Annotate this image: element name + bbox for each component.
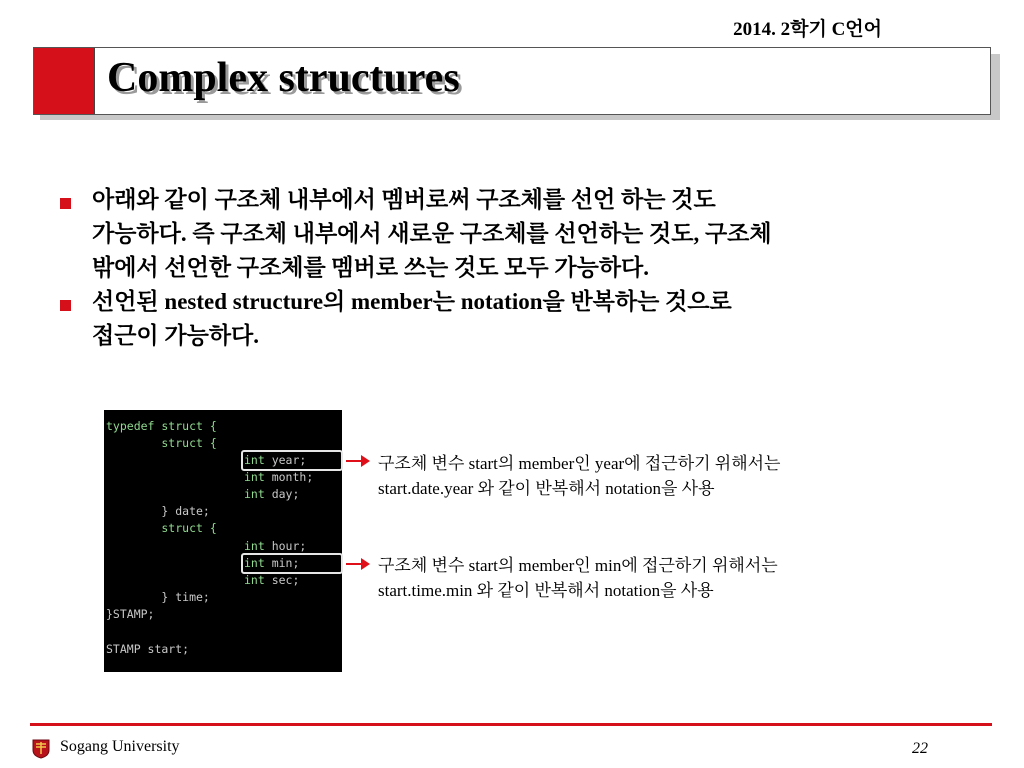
bullet-square-icon (60, 198, 71, 209)
bullet-line: 선언된 nested structure의 member는 notation을 반복하는 것으로 (92, 289, 732, 314)
code-keyword: int (244, 453, 265, 467)
code-line (244, 573, 299, 587)
code-text: day; (264, 487, 300, 501)
arrow-right-icon (346, 460, 368, 462)
university-logo-icon (32, 737, 50, 759)
code-keyword: int (244, 573, 265, 587)
footer-divider (30, 723, 992, 726)
code-line: }STAMP; (106, 607, 155, 621)
note-line: 구조체 변수 start의 member인 year에 접근하기 위해서는 (378, 454, 781, 473)
note-line: 구조체 변수 start의 member인 min에 접근하기 위해서는 (378, 556, 778, 575)
highlight-box-year (241, 450, 343, 471)
note-line: start.time.min 와 같이 반복해서 notation을 사용 (378, 581, 714, 600)
bullet-square-icon (60, 300, 71, 311)
code-line: struct { (106, 436, 217, 450)
code-text: month; (264, 470, 314, 484)
code-line: STAMP start; (106, 642, 190, 656)
code-line: } time; (106, 590, 210, 604)
code-keyword: int (244, 539, 265, 553)
note-year (378, 451, 978, 501)
title-accent-block (34, 48, 95, 114)
arrow-right-icon (346, 563, 368, 565)
slide-title: Complex structures (107, 55, 460, 101)
bullet-item (58, 183, 958, 285)
bullet-line: 밖에서 선언한 구조체를 멤버로 쓰는 것도 모두 가능하다. (92, 255, 650, 280)
code-line: } date; (106, 504, 210, 518)
title-bar (33, 47, 991, 115)
code-line (244, 539, 306, 553)
code-line: typedef struct { (106, 419, 217, 433)
code-line: struct { (106, 521, 217, 535)
code-keyword: int (244, 470, 265, 484)
code-text: sec; (264, 573, 300, 587)
bullet-item (58, 285, 958, 353)
code-text: hour; (264, 539, 307, 553)
code-keyword: int (244, 556, 265, 570)
note-min (378, 553, 978, 603)
code-line (244, 470, 313, 484)
bullet-list (58, 183, 958, 353)
bullet-line: 접근이 가능하다. (92, 323, 260, 348)
university-name: Sogang University (60, 738, 180, 755)
code-screenshot (104, 410, 342, 672)
highlight-box-min (241, 553, 343, 574)
bullet-line: 아래와 같이 구조체 내부에서 멤버로써 구조체를 선언 하는 것도 (92, 187, 716, 212)
course-label: 2014. 2학기 C언어 (733, 19, 882, 40)
code-text: min; (264, 556, 300, 570)
bullet-line: 가능하다. 즉 구조체 내부에서 새로운 구조체를 선언하는 것도, 구조체 (92, 221, 772, 246)
page-number: 22 (912, 740, 928, 757)
code-keyword: int (244, 487, 265, 501)
code-line (244, 487, 299, 501)
code-text: year; (264, 453, 307, 467)
note-line: start.date.year 와 같이 반복해서 notation을 사용 (378, 479, 715, 498)
